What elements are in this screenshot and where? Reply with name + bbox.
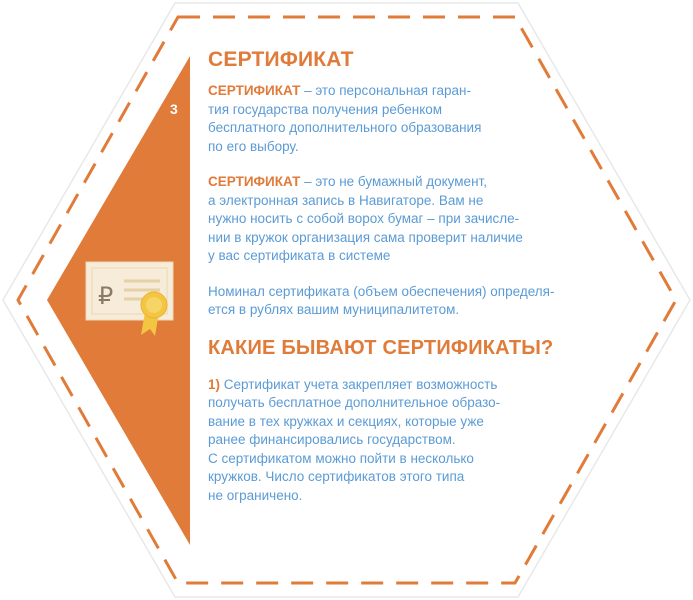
paragraph-line: нужно носить с собой ворох бумаг – при зачисле-	[208, 211, 520, 226]
paragraph-line: бесплатного дополнительного образования	[208, 120, 482, 135]
section-subtitle: КАКИЕ БЫВАЮТ СЕРТИФИКАТЫ?	[208, 336, 554, 359]
main-content	[208, 48, 648, 522]
text-run: Сертификат учета закрепляет возможность	[220, 376, 498, 392]
page-title: СЕРТИФИКАТ	[208, 48, 354, 71]
paragraph-line: а электронная запись в Навигаторе. Вам не	[208, 192, 484, 208]
paragraph-line: ется в рублях вашим муниципалитетом.	[208, 302, 460, 317]
paragraph-line: Номинал сертификата (объем обеспечения) определя-	[208, 283, 555, 299]
paragraph-line	[208, 173, 648, 192]
text-run: – это персональная гаран-	[300, 83, 471, 98]
list-item	[208, 376, 648, 506]
paragraph-electronic	[208, 173, 648, 266]
paragraph-line	[208, 376, 648, 395]
paragraph-line: не ограничено.	[208, 487, 303, 503]
term-highlight: СЕРТИФИКАТ	[208, 83, 301, 98]
paragraph-line: ранее финансировались государством.	[208, 432, 456, 447]
paragraph-line: по его выбору.	[208, 138, 299, 154]
paragraph-definition	[208, 82, 648, 156]
text-run: – это не бумажный документ,	[300, 174, 487, 189]
item-marker: 1)	[208, 376, 221, 392]
paragraph-line: тия государства получения ребенком	[208, 101, 443, 117]
paragraph-line: нии в кружок организация сама проверит наличие	[208, 229, 523, 245]
page-number: 3	[170, 101, 178, 117]
paragraph-line: кружков. Число сертификатов этого типа	[208, 469, 465, 484]
ruble-symbol: ₽	[98, 282, 114, 310]
paragraph-nominal	[208, 283, 648, 320]
paragraph-line: получать бесплатное дополнительное образо-	[208, 395, 501, 410]
paragraph-line: у вас сертификата в системе	[208, 248, 391, 263]
paragraph-line: вание в тех кружках и секциях, которые уже	[208, 413, 484, 429]
term-highlight: СЕРТИФИКАТ	[208, 174, 301, 189]
paragraph-line	[208, 82, 648, 101]
paragraph-line: С сертификатом можно пойти в несколько	[208, 450, 474, 466]
